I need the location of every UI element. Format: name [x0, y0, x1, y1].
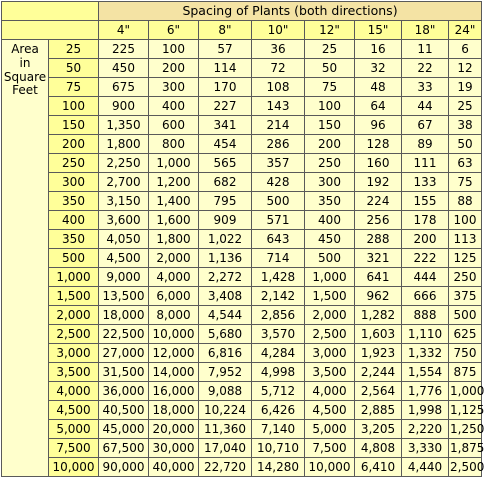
spacing-header: 10" [252, 21, 305, 40]
plant-count-cell: 33 [402, 78, 449, 97]
area-value-cell: 350 [49, 230, 99, 249]
plant-count-cell: 454 [199, 135, 252, 154]
plant-count-cell: 4,000 [149, 268, 199, 287]
plant-count-cell: 44 [402, 97, 449, 116]
plant-count-cell: 114 [199, 59, 252, 78]
plant-count-cell: 20,000 [149, 420, 199, 439]
plant-count-cell: 9,000 [99, 268, 149, 287]
plant-count-cell: 250 [305, 154, 355, 173]
plant-count-cell: 2,142 [252, 287, 305, 306]
plant-count-cell: 200 [149, 59, 199, 78]
area-value-cell: 300 [49, 173, 99, 192]
area-value-cell: 4,500 [49, 401, 99, 420]
plant-count-cell: 1,282 [355, 306, 402, 325]
plant-count-cell: 1,350 [99, 116, 149, 135]
plant-count-cell: 4,500 [305, 401, 355, 420]
plant-count-cell: 75 [449, 173, 482, 192]
plant-count-cell: 4,998 [252, 363, 305, 382]
spacing-header: 8" [199, 21, 252, 40]
plant-count-cell: 10,710 [252, 439, 305, 458]
table-row [2, 458, 482, 477]
plant-count-cell: 875 [449, 363, 482, 382]
plant-count-cell: 150 [305, 116, 355, 135]
plant-count-cell: 1,800 [149, 230, 199, 249]
plant-count-cell: 6,816 [199, 344, 252, 363]
table-row [2, 306, 482, 325]
area-value-cell: 25 [49, 40, 99, 59]
spacing-header: 18" [402, 21, 449, 40]
plant-count-cell: 6 [449, 40, 482, 59]
plant-count-cell: 450 [99, 59, 149, 78]
plant-count-cell: 1,923 [355, 344, 402, 363]
plant-count-cell: 31,500 [99, 363, 149, 382]
plant-count-cell: 682 [199, 173, 252, 192]
plant-count-cell: 909 [199, 211, 252, 230]
plant-count-cell: 125 [449, 249, 482, 268]
plant-count-cell: 666 [402, 287, 449, 306]
plant-count-cell: 5,712 [252, 382, 305, 401]
plant-count-cell: 13,500 [99, 287, 149, 306]
plant-count-cell: 2,220 [402, 420, 449, 439]
plant-count-cell: 1,125 [449, 401, 482, 420]
area-value-cell: 400 [49, 211, 99, 230]
plant-count-cell: 3,330 [402, 439, 449, 458]
plant-count-cell: 341 [199, 116, 252, 135]
plant-spacing-table [1, 1, 482, 477]
plant-count-cell: 7,140 [252, 420, 305, 439]
plant-count-cell: 22 [402, 59, 449, 78]
plant-count-cell: 1,000 [305, 268, 355, 287]
area-row-label [2, 40, 49, 477]
plant-count-cell: 565 [199, 154, 252, 173]
plant-count-cell: 250 [449, 268, 482, 287]
plant-count-cell: 1,600 [149, 211, 199, 230]
area-value-cell: 4,000 [49, 382, 99, 401]
plant-count-cell: 2,000 [149, 249, 199, 268]
table-row [2, 78, 482, 97]
plant-count-cell: 10,224 [199, 401, 252, 420]
plant-count-cell: 2,856 [252, 306, 305, 325]
corner-blank-cell [2, 2, 99, 21]
plant-count-cell: 321 [355, 249, 402, 268]
plant-count-cell: 16 [355, 40, 402, 59]
area-value-cell: 10,000 [49, 458, 99, 477]
plant-count-cell: 6,000 [149, 287, 199, 306]
plant-count-cell: 18,000 [99, 306, 149, 325]
table-row [2, 325, 482, 344]
plant-count-cell: 500 [449, 306, 482, 325]
plant-count-cell: 1,554 [402, 363, 449, 382]
plant-count-cell: 2,244 [355, 363, 402, 382]
plant-count-cell: 5,680 [199, 325, 252, 344]
spacing-header: 4" [99, 21, 149, 40]
area-value-cell: 3,000 [49, 344, 99, 363]
plant-count-cell: 2,500 [449, 458, 482, 477]
area-value-cell: 7,500 [49, 439, 99, 458]
plant-count-cell: 48 [355, 78, 402, 97]
plant-count-cell: 14,280 [252, 458, 305, 477]
plant-count-cell: 1,800 [99, 135, 149, 154]
plant-count-cell: 900 [99, 97, 149, 116]
area-value-cell: 1,000 [49, 268, 99, 287]
plant-count-cell: 350 [305, 192, 355, 211]
plant-count-cell: 2,564 [355, 382, 402, 401]
plant-count-cell: 1,136 [199, 249, 252, 268]
plant-count-cell: 25 [305, 40, 355, 59]
plant-count-cell: 100 [449, 211, 482, 230]
plant-count-cell: 96 [355, 116, 402, 135]
plant-count-cell: 1,500 [305, 287, 355, 306]
table-row [2, 439, 482, 458]
table-body [2, 2, 482, 477]
plant-count-cell: 40,500 [99, 401, 149, 420]
plant-count-cell: 2,885 [355, 401, 402, 420]
plant-count-cell: 22,720 [199, 458, 252, 477]
table-row [2, 382, 482, 401]
plant-count-cell: 7,952 [199, 363, 252, 382]
plant-count-cell: 571 [252, 211, 305, 230]
table-row [2, 59, 482, 78]
plant-count-cell: 133 [402, 173, 449, 192]
plant-count-cell: 1,603 [355, 325, 402, 344]
title-row [2, 2, 482, 21]
area-value-cell: 1,500 [49, 287, 99, 306]
table-row [2, 344, 482, 363]
area-value-cell: 75 [49, 78, 99, 97]
plant-count-cell: 4,544 [199, 306, 252, 325]
plant-count-cell: 600 [149, 116, 199, 135]
plant-count-cell: 88 [449, 192, 482, 211]
plant-count-cell: 27,000 [99, 344, 149, 363]
plant-count-cell: 45,000 [99, 420, 149, 439]
plant-count-cell: 500 [252, 192, 305, 211]
plant-count-cell: 90,000 [99, 458, 149, 477]
plant-count-cell: 100 [305, 97, 355, 116]
plant-count-cell: 30,000 [149, 439, 199, 458]
plant-count-cell: 428 [252, 173, 305, 192]
spacing-header: 6" [149, 21, 199, 40]
plant-count-cell: 40,000 [149, 458, 199, 477]
spacing-header: 24" [449, 21, 482, 40]
plant-count-cell: 888 [402, 306, 449, 325]
area-value-cell: 50 [49, 59, 99, 78]
area-label-line: in [19, 55, 31, 70]
plant-count-cell: 800 [149, 135, 199, 154]
table-row [2, 401, 482, 420]
plant-count-cell: 4,050 [99, 230, 149, 249]
plant-count-cell: 214 [252, 116, 305, 135]
plant-count-cell: 286 [252, 135, 305, 154]
plant-count-cell: 3,600 [99, 211, 149, 230]
plant-count-cell: 10,000 [149, 325, 199, 344]
plant-count-cell: 67 [402, 116, 449, 135]
table-row [2, 154, 482, 173]
plant-count-cell: 643 [252, 230, 305, 249]
plant-count-cell: 16,000 [149, 382, 199, 401]
table-row [2, 287, 482, 306]
plant-count-cell: 2,700 [99, 173, 149, 192]
plant-count-cell: 625 [449, 325, 482, 344]
plant-count-cell: 155 [402, 192, 449, 211]
table-row [2, 135, 482, 154]
header-blank-cell [2, 21, 99, 40]
plant-count-cell: 32 [355, 59, 402, 78]
plant-count-cell: 5,000 [305, 420, 355, 439]
plant-count-cell: 8,000 [149, 306, 199, 325]
plant-count-cell: 14,000 [149, 363, 199, 382]
plant-count-cell: 1,400 [149, 192, 199, 211]
table-row [2, 40, 482, 59]
plant-count-cell: 3,205 [355, 420, 402, 439]
table-row [2, 192, 482, 211]
plant-count-cell: 3,000 [305, 344, 355, 363]
plant-count-cell: 75 [305, 78, 355, 97]
plant-count-cell: 3,570 [252, 325, 305, 344]
table-row [2, 420, 482, 439]
plant-count-cell: 256 [355, 211, 402, 230]
plant-count-cell: 300 [305, 173, 355, 192]
plant-count-cell: 63 [449, 154, 482, 173]
area-value-cell: 500 [49, 249, 99, 268]
plant-count-cell: 1,022 [199, 230, 252, 249]
plant-count-cell: 12 [449, 59, 482, 78]
plant-count-cell: 1,250 [449, 420, 482, 439]
table-row [2, 116, 482, 135]
table-row [2, 211, 482, 230]
plant-count-cell: 11 [402, 40, 449, 59]
plant-count-cell: 750 [449, 344, 482, 363]
area-value-cell: 200 [49, 135, 99, 154]
plant-count-cell: 3,408 [199, 287, 252, 306]
plant-count-cell: 2,272 [199, 268, 252, 287]
plant-count-cell: 22,500 [99, 325, 149, 344]
plant-count-cell: 6,426 [252, 401, 305, 420]
area-value-cell: 250 [49, 154, 99, 173]
plant-count-cell: 18,000 [149, 401, 199, 420]
table-row [2, 249, 482, 268]
plant-count-cell: 962 [355, 287, 402, 306]
plant-count-cell: 38 [449, 116, 482, 135]
area-label-line: Area [11, 42, 39, 56]
plant-count-cell: 12,000 [149, 344, 199, 363]
plant-count-cell: 2,500 [305, 325, 355, 344]
plant-count-cell: 192 [355, 173, 402, 192]
table-row [2, 363, 482, 382]
spacing-header: 15" [355, 21, 402, 40]
plant-count-cell: 17,040 [199, 439, 252, 458]
plant-count-cell: 2,000 [305, 306, 355, 325]
plant-count-cell: 4,440 [402, 458, 449, 477]
plant-count-cell: 675 [99, 78, 149, 97]
plant-count-cell: 1,875 [449, 439, 482, 458]
plant-spacing-table-container [1, 1, 482, 477]
plant-count-cell: 4,000 [305, 382, 355, 401]
plant-count-cell: 57 [199, 40, 252, 59]
plant-count-cell: 795 [199, 192, 252, 211]
table-row [2, 97, 482, 116]
area-value-cell: 150 [49, 116, 99, 135]
plant-count-cell: 1,200 [149, 173, 199, 192]
plant-count-cell: 100 [149, 40, 199, 59]
plant-count-cell: 1,000 [149, 154, 199, 173]
plant-count-cell: 200 [402, 230, 449, 249]
plant-count-cell: 3,500 [305, 363, 355, 382]
plant-count-cell: 1,998 [402, 401, 449, 420]
plant-count-cell: 36 [252, 40, 305, 59]
plant-count-cell: 178 [402, 211, 449, 230]
plant-count-cell: 300 [149, 78, 199, 97]
plant-count-cell: 357 [252, 154, 305, 173]
plant-count-cell: 4,500 [99, 249, 149, 268]
plant-count-cell: 25 [449, 97, 482, 116]
plant-count-cell: 36,000 [99, 382, 149, 401]
plant-count-cell: 19 [449, 78, 482, 97]
plant-count-cell: 9,088 [199, 382, 252, 401]
plant-count-cell: 67,500 [99, 439, 149, 458]
spacing-header-row [2, 21, 482, 40]
area-value-cell: 2,500 [49, 325, 99, 344]
plant-count-cell: 2,250 [99, 154, 149, 173]
area-value-cell: 3,500 [49, 363, 99, 382]
plant-count-cell: 3,150 [99, 192, 149, 211]
spacing-header: 12" [305, 21, 355, 40]
plant-count-cell: 113 [449, 230, 482, 249]
table-row [2, 173, 482, 192]
plant-count-cell: 400 [149, 97, 199, 116]
table-title: Spacing of Plants (both directions) [99, 2, 482, 21]
plant-count-cell: 128 [355, 135, 402, 154]
area-label-line: Square [3, 69, 47, 84]
plant-count-cell: 375 [449, 287, 482, 306]
table-row [2, 230, 482, 249]
plant-count-cell: 64 [355, 97, 402, 116]
plant-count-cell: 200 [305, 135, 355, 154]
plant-count-cell: 641 [355, 268, 402, 287]
plant-count-cell: 224 [355, 192, 402, 211]
plant-count-cell: 1,110 [402, 325, 449, 344]
plant-count-cell: 444 [402, 268, 449, 287]
plant-count-cell: 10,000 [305, 458, 355, 477]
area-value-cell: 100 [49, 97, 99, 116]
plant-count-cell: 288 [355, 230, 402, 249]
area-label-line: Feet [12, 83, 38, 98]
plant-count-cell: 450 [305, 230, 355, 249]
plant-count-cell: 1,000 [449, 382, 482, 401]
plant-count-cell: 170 [199, 78, 252, 97]
plant-count-cell: 72 [252, 59, 305, 78]
plant-count-cell: 4,284 [252, 344, 305, 363]
plant-count-cell: 6,410 [355, 458, 402, 477]
plant-count-cell: 500 [305, 249, 355, 268]
area-value-cell: 350 [49, 192, 99, 211]
area-value-cell: 2,000 [49, 306, 99, 325]
plant-count-cell: 1,332 [402, 344, 449, 363]
plant-count-cell: 4,808 [355, 439, 402, 458]
plant-count-cell: 50 [449, 135, 482, 154]
plant-count-cell: 227 [199, 97, 252, 116]
plant-count-cell: 143 [252, 97, 305, 116]
plant-count-cell: 225 [99, 40, 149, 59]
plant-count-cell: 11,360 [199, 420, 252, 439]
plant-count-cell: 222 [402, 249, 449, 268]
plant-count-cell: 1,428 [252, 268, 305, 287]
plant-count-cell: 50 [305, 59, 355, 78]
plant-count-cell: 108 [252, 78, 305, 97]
plant-count-cell: 111 [402, 154, 449, 173]
plant-count-cell: 1,776 [402, 382, 449, 401]
table-row [2, 268, 482, 287]
plant-count-cell: 89 [402, 135, 449, 154]
plant-count-cell: 160 [355, 154, 402, 173]
plant-count-cell: 714 [252, 249, 305, 268]
plant-count-cell: 7,500 [305, 439, 355, 458]
area-value-cell: 5,000 [49, 420, 99, 439]
plant-count-cell: 400 [305, 211, 355, 230]
